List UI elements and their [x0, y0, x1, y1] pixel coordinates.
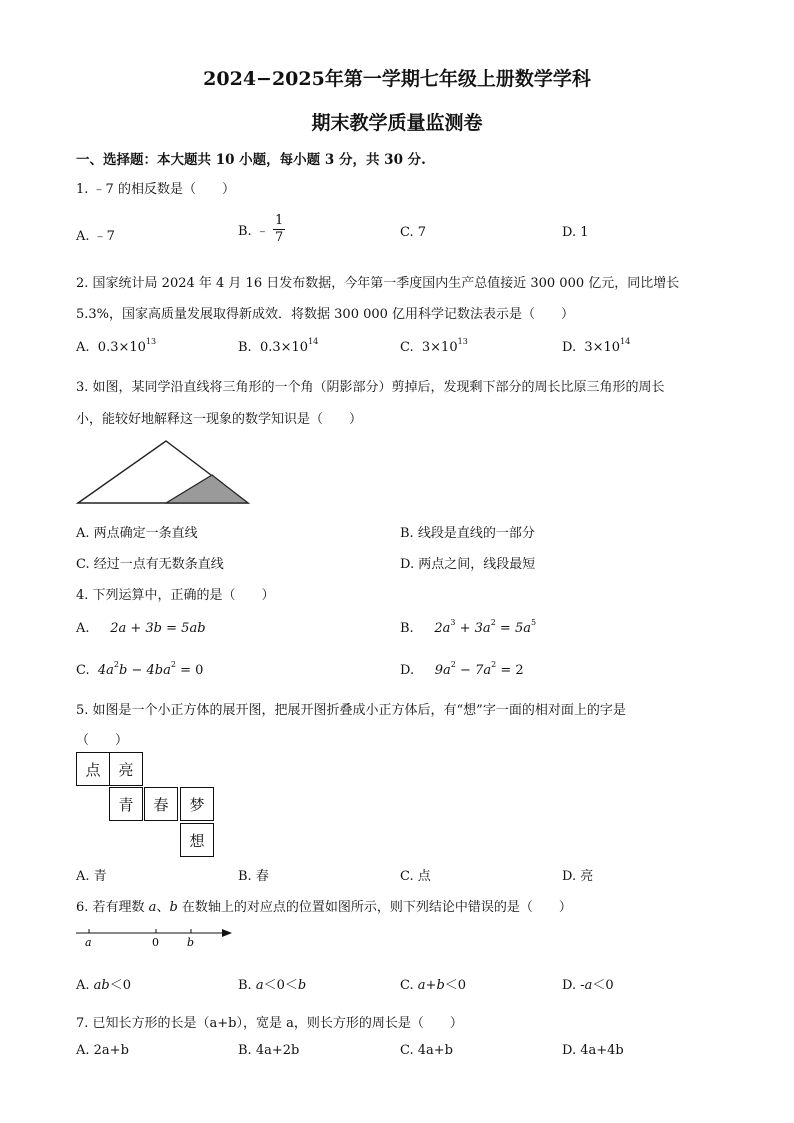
- q4-option-b: B. $2a^3 + 3a^2 = 5a^5$: [400, 618, 537, 636]
- page-subtitle: 期末教学质量监测卷: [311, 112, 483, 134]
- q3-option-c: C. 经过一点有无数条直线: [76, 557, 224, 572]
- number-line: [74, 924, 236, 950]
- fraction-one-seventh: $\frac{1}{7}$: [274, 213, 284, 245]
- question-4-stem: 4. 下列运算中，正确的是（ ）: [76, 588, 275, 603]
- q7-option-d: D. 4a+4b: [562, 1043, 624, 1058]
- q4-option-c: C. $4a^2b - 4ba^2 = 0$: [76, 660, 204, 678]
- q5-option-c: C. 点: [400, 869, 431, 884]
- q5-option-d: D. 亮: [562, 869, 594, 884]
- section-heading: 一、选择题：本大题共 10 小题，每小题 3 分，共 30 分.: [76, 152, 426, 168]
- number-line-label-a: a: [85, 936, 92, 949]
- question-6-stem: 6. 若有理数 a、b 在数轴上的对应点的位置如图所示，则下列结论中错误的是（ ）: [76, 900, 572, 915]
- question-2-stem-line1: 2. 国家统计局 2024 年 4 月 16 日发布数据，今年第一季度国内生产总值接近 300 000 亿元，同比增长: [76, 276, 680, 291]
- q4-option-a: A. 2a + 3b = 5ab: [76, 621, 206, 636]
- question-2-stem-line2: 5.3%，国家高质量发展取得新成效．将数据 300 000 亿用科学记数法表示是（ ）: [76, 307, 575, 322]
- q2-option-c: C. $3\times 10^{13}$: [400, 337, 468, 355]
- net-cell-6: 想: [180, 823, 214, 857]
- triangle-figure: [76, 438, 252, 508]
- q3-option-a: A. 两点确定一条直线: [76, 526, 198, 541]
- q7-option-a: A. 2a+b: [76, 1043, 129, 1058]
- question-1-stem: 1. ﹣7 的相反数是（ ）: [76, 182, 235, 197]
- net-cell-3: 青: [109, 787, 143, 821]
- q6-option-c: C. a+b＜0: [400, 978, 467, 993]
- q2-option-b: B. $0.3\times 10^{14}$: [238, 337, 319, 355]
- q1-option-d: D. 1: [562, 225, 589, 240]
- page-title: 2024−2025年第一学期七年级上册数学学科: [203, 68, 591, 90]
- question-3-stem-line1: 3. 如图，某同学沿直线将三角形的一个角（阴影部分）剪掉后，发现剩下部分的周长比原三角形的周长: [76, 380, 665, 395]
- q5-option-b: B. 春: [238, 869, 269, 884]
- net-cell-1: 点: [76, 752, 110, 786]
- question-5-stem-line1: 5. 如图是一个小正方体的展开图，把展开图折叠成小正方体后，有“想”字一面的相对面上的字是: [76, 703, 626, 718]
- q3-option-b: B. 线段是直线的一部分: [400, 526, 535, 541]
- net-cell-2: 亮: [109, 752, 143, 786]
- q7-option-c: C. 4a+b: [400, 1043, 453, 1058]
- question-5-stem-line2: （ ）: [76, 733, 129, 748]
- q2-option-d: D. $3\times 10^{14}$: [562, 337, 631, 355]
- question-3-stem-line2: 小，能较好地解释这一现象的数学知识是（ ）: [76, 412, 363, 427]
- q4-option-d: D. $9a^2 - 7a^2 = 2$: [400, 660, 524, 678]
- q6-option-a: A. ab＜0: [76, 978, 132, 993]
- number-line-label-zero: 0: [152, 936, 159, 949]
- q1-option-a: A. ﹣7: [76, 229, 115, 244]
- net-cell-5: 梦: [180, 787, 214, 821]
- question-7-stem: 7. 已知长方形的长是（a+b），宽是 a，则长方形的周长是（ ）: [76, 1016, 463, 1031]
- q5-option-a: A. 青: [76, 869, 107, 884]
- q6-option-b: B. a＜0＜b: [238, 978, 307, 993]
- q3-option-d: D. 两点之间，线段最短: [400, 557, 536, 572]
- q1-option-b: B. ﹣ $\frac{1}{7}$: [238, 213, 284, 245]
- cube-net: [76, 752, 216, 858]
- q1-option-c: C. 7: [400, 225, 427, 240]
- number-line-label-b: b: [187, 936, 195, 949]
- q7-option-b: B. 4a+2b: [238, 1043, 300, 1058]
- q6-option-d: D. -a＜0: [562, 978, 614, 993]
- net-cell-4: 春: [144, 787, 178, 821]
- q2-option-a: A. $0.3\times 10^{13}$: [76, 337, 157, 355]
